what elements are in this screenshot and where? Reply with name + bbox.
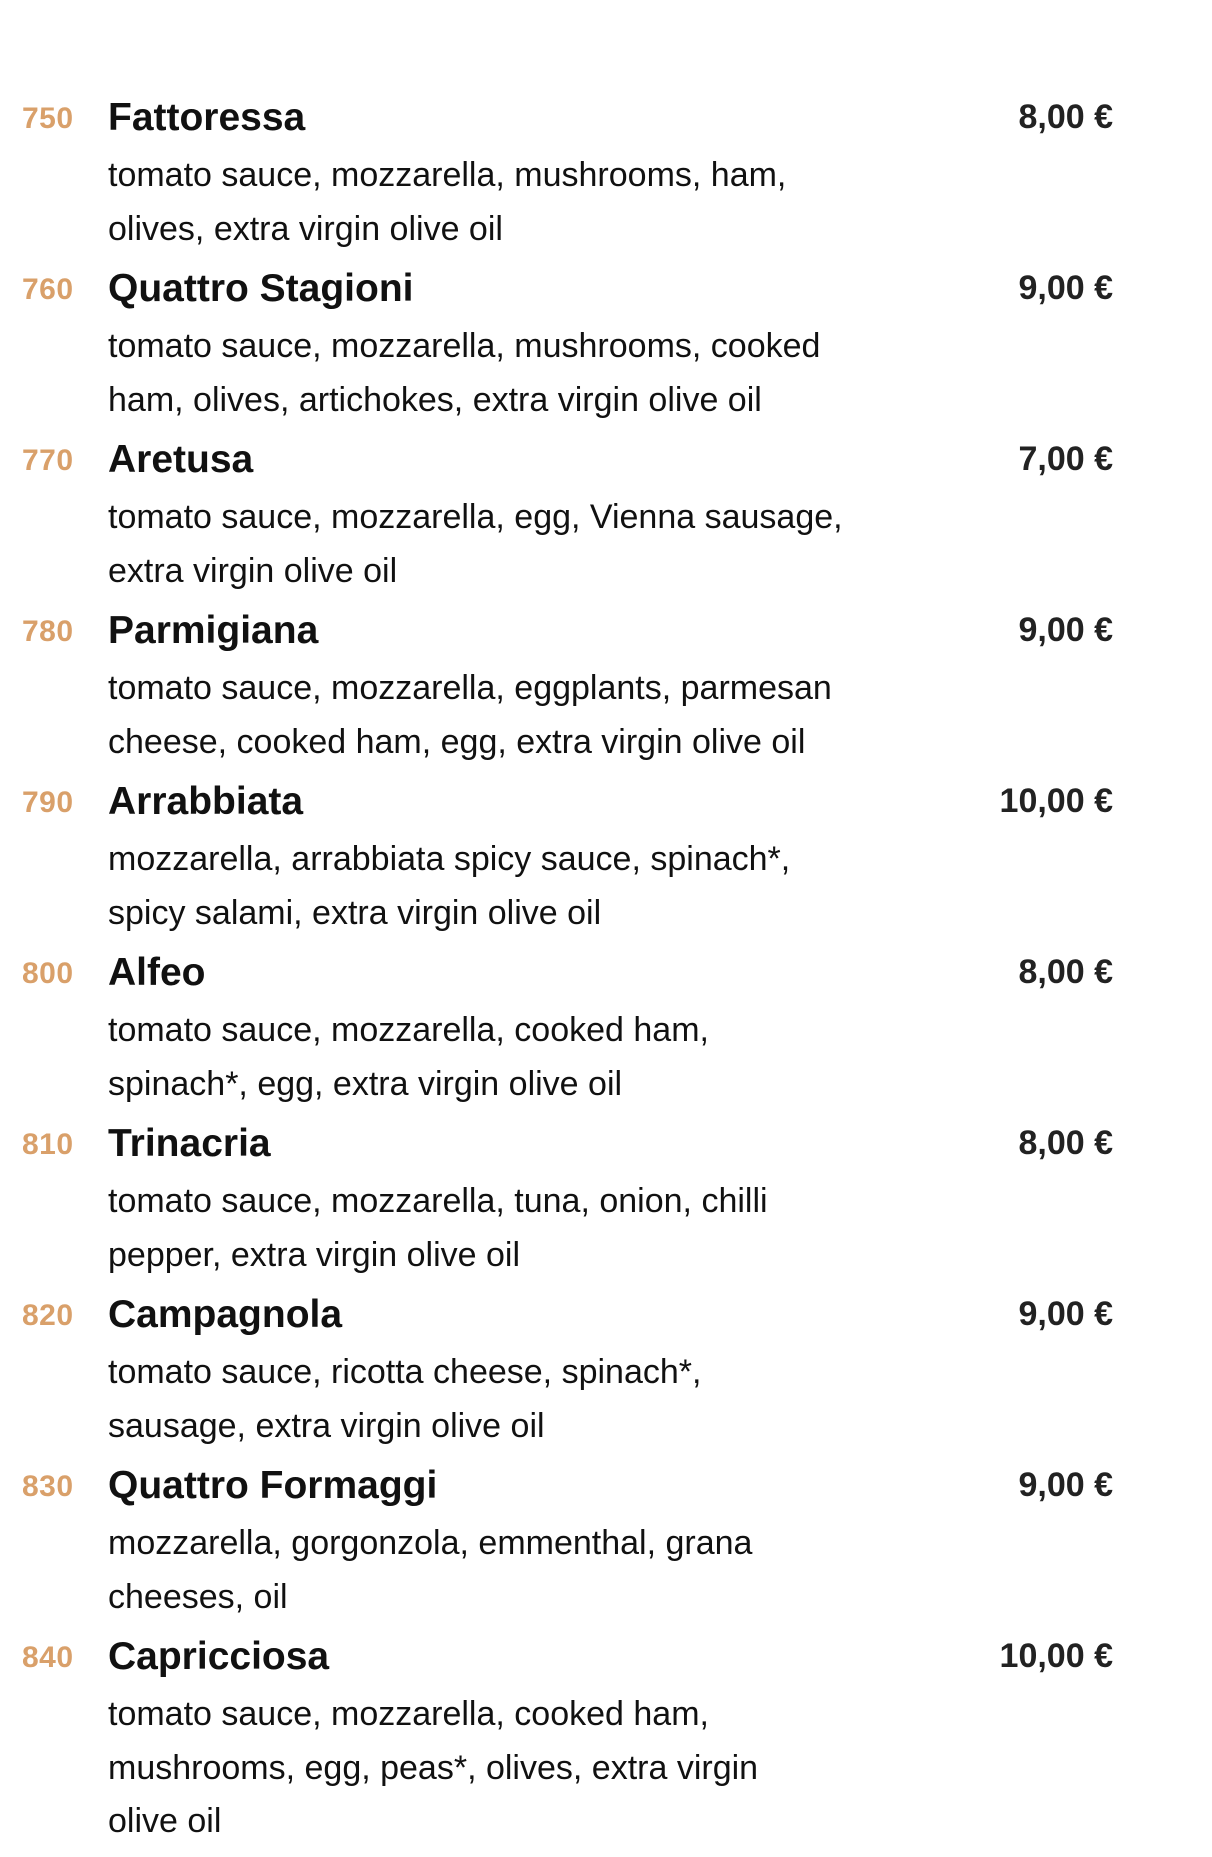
item-description-line: tomato sauce, mozzarella, eggplants, parmesan: [108, 669, 832, 707]
item-description: [108, 662, 948, 769]
item-name: Quattro Formaggi: [108, 1464, 438, 1507]
item-price: 7,00 €: [1018, 440, 1113, 478]
item-description-line: sausage, extra virgin olive oil: [108, 1406, 545, 1445]
item-description-line: ham, olives, artichokes, extra virgin olive oil: [108, 380, 762, 419]
item-number: 780: [22, 615, 74, 648]
item-description: [108, 320, 948, 427]
item-description-line: spicy salami, extra virgin olive oil: [108, 893, 602, 932]
item-number: 770: [22, 444, 74, 477]
item-price: 9,00 €: [1018, 269, 1113, 307]
menu-item: [0, 88, 1212, 259]
item-description-line: mozzarella, gorgonzola, emmenthal, grana: [108, 1524, 753, 1562]
item-description-line: cheeses, oil: [108, 1577, 288, 1616]
item-description: [108, 491, 948, 598]
menu-item: [0, 430, 1212, 601]
item-number: 800: [22, 957, 74, 990]
menu-item: [0, 601, 1212, 772]
item-name: Arrabbiata: [108, 780, 304, 823]
item-description: [108, 833, 948, 940]
item-description-line: cheese, cooked ham, egg, extra virgin olive oil: [108, 722, 806, 761]
item-description: [108, 149, 948, 256]
item-price: 8,00 €: [1018, 1124, 1113, 1162]
menu-item: [0, 1627, 1212, 1857]
item-price: 9,00 €: [1018, 611, 1113, 649]
item-price: 9,00 €: [1018, 1466, 1113, 1504]
item-number: 840: [22, 1641, 74, 1674]
item-number: 760: [22, 273, 74, 306]
menu-item: [0, 943, 1212, 1114]
item-number: 790: [22, 786, 74, 819]
item-description-line: tomato sauce, mozzarella, mushrooms, ham,: [108, 156, 787, 194]
item-name: Parmigiana: [108, 609, 319, 652]
item-description-line: tomato sauce, mozzarella, cooked ham,: [108, 1695, 709, 1733]
item-name: Alfeo: [108, 951, 206, 994]
item-price: 8,00 €: [1018, 953, 1113, 991]
item-description-line: mozzarella, arrabbiata spicy sauce, spinach*,: [108, 840, 791, 878]
menu-item: [0, 259, 1212, 430]
item-description-line: extra virgin olive oil: [108, 551, 398, 590]
item-price: 10,00 €: [999, 782, 1113, 820]
item-description-line: olive oil: [108, 1802, 222, 1840]
item-name: Fattoressa: [108, 96, 306, 139]
item-description: [108, 1004, 948, 1111]
item-name: Aretusa: [108, 438, 254, 481]
item-name: Quattro Stagioni: [108, 267, 414, 310]
item-price: 8,00 €: [1018, 98, 1113, 136]
item-description-line: spinach*, egg, extra virgin olive oil: [108, 1064, 623, 1103]
item-description-line: mushrooms, egg, peas*, olives, extra virgin: [108, 1748, 759, 1787]
item-description-line: tomato sauce, ricotta cheese, spinach*,: [108, 1353, 702, 1391]
item-number: 820: [22, 1299, 74, 1332]
item-description-line: tomato sauce, mozzarella, cooked ham,: [108, 1011, 709, 1049]
item-number: 810: [22, 1128, 74, 1161]
pizza-menu-list: [0, 88, 1212, 1857]
item-description: [108, 1517, 948, 1624]
menu-item: [0, 1114, 1212, 1285]
item-description: [108, 1175, 948, 1282]
item-description-line: tomato sauce, mozzarella, egg, Vienna sausage,: [108, 498, 843, 536]
item-number: 750: [22, 102, 74, 135]
item-description-line: pepper, extra virgin olive oil: [108, 1235, 521, 1274]
item-name: Campagnola: [108, 1293, 343, 1336]
item-number: 830: [22, 1470, 74, 1503]
item-description-line: tomato sauce, mozzarella, tuna, onion, chilli: [108, 1182, 768, 1220]
menu-item: [0, 772, 1212, 943]
item-description-line: olives, extra virgin olive oil: [108, 209, 503, 248]
item-description-line: tomato sauce, mozzarella, mushrooms, cooked: [108, 327, 821, 365]
menu-item: [0, 1285, 1212, 1456]
item-price: 9,00 €: [1018, 1295, 1113, 1333]
item-description: [108, 1688, 948, 1849]
item-description: [108, 1346, 948, 1453]
item-name: Trinacria: [108, 1122, 271, 1165]
menu-item: [0, 1456, 1212, 1627]
item-name: Capricciosa: [108, 1635, 330, 1678]
item-price: 10,00 €: [999, 1637, 1113, 1675]
